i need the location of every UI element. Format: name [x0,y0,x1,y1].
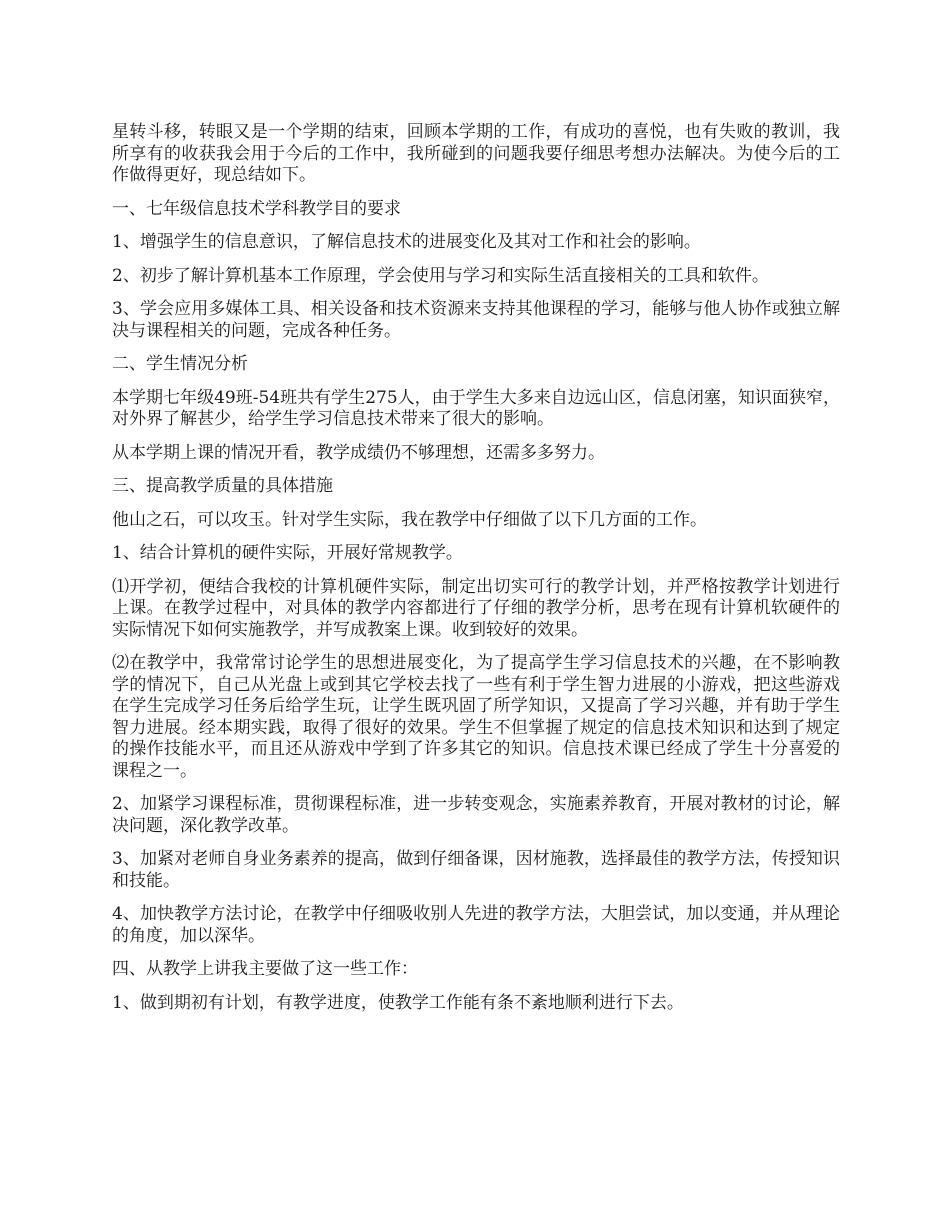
list-item-3-3: 3、加紧对老师自身业务素养的提高，做到仔细备课，因材施教，选择最佳的教学方法，传授知识和技能。 [112,849,840,891]
section-heading-1: 一、七年级信息技术学科教学目的要求 [112,198,401,219]
list-item-1-1: 1、增强学生的信息意识，了解信息技术的进展变化及其对工作和社会的影响。 [112,232,701,252]
list-item-3-1: 1、结合计算机的硬件实际，开展好常规教学。 [112,543,463,563]
sub-item-3-1-1: ⑴开学初，便结合我校的计算机硬件实际，制定出切实可行的教学计划，并严格按教学计划进行上课。在教学过程中，对具体的教学内容都进行了仔细的教学分析，思考在现有计算机软硬件的实际情况下如何实施教学，并写成教案上课。收到较好的效果。 [112,576,840,640]
paragraph-results: 从本学期上课的情况开看，教学成绩仍不够理想，还需多多努力。 [112,442,605,463]
list-item-1-2: 2、初步了解计算机基本工作原理，学会使用与学习和实际生活直接相关的工具和软件。 [112,265,769,286]
list-item-4-1: 1、做到期初有计划，有教学进度，使教学工作能有条不紊地顺利进行下去。 [112,992,684,1013]
list-item-3-2: 2、加紧学习课程标准，贯彻课程标准，进一步转变观念，实施素养教育，开展对教材的讨论，解决问题，深化教学改革。 [112,794,840,836]
intro-paragraph: 星转斗移，转眼又是一个学期的结束，回顾本学期的工作，有成功的喜悦，也有失败的教训，我所享有的收获我会用于今后的工作中，我所碰到的问题我要仔细思考想办法解决。为使今后的工作做得更好，现总结如下。 [112,122,840,185]
list-item-1-3: 3、学会应用多媒体工具、相关设备和技术资源来支持其他课程的学习，能够与他人协作或独立解决与课程相关的问题，完成各种任务。 [112,299,840,341]
section-heading-4: 四、从教学上讲我主要做了这一些工作： [112,959,418,979]
sub-item-3-1-2: ⑵在教学中，我常常讨论学生的思想进展变化，为了提高学生学习信息技术的兴趣，在不影响教学的情况下，自己从光盘上或到其它学校去找了一些有利于学生智力进展的小游戏，把这些游戏在学生完成学习任务后给学生玩，让学生既巩固了所学知识，又提高了学习兴趣，并有助于学生智力进展。经本期实践，取得了很好的效果。学生不但掌握了规定的信息技术知识和达到了规定的操作技能水平，而且还从游戏中学到了许多其它的知识。信息技术课已经成了学生十分喜爱的课程之一。 [112,653,840,781]
paragraph-measures-intro: 他山之石，可以攻玉。针对学生实际，我在教学中仔细做了以下几方面的工作。 [112,509,707,530]
section-heading-3: 三、提高教学质量的具体措施 [112,476,333,496]
list-item-3-4: 4、加快教学方法讨论，在教学中仔细吸收别人先进的教学方法，大胆尝试，加以变通，并从理论的角度，加以深华。 [112,904,840,946]
paragraph-students: 本学期七年级49班-54班共有学生275人，由于学生大多来自边远山区，信息闭塞，知识面狭窄，对外界了解甚少，给学生学习信息技术带来了很大的影响。 [112,387,840,429]
section-heading-2: 二、学生情况分析 [112,354,248,374]
document-body [112,122,840,1026]
